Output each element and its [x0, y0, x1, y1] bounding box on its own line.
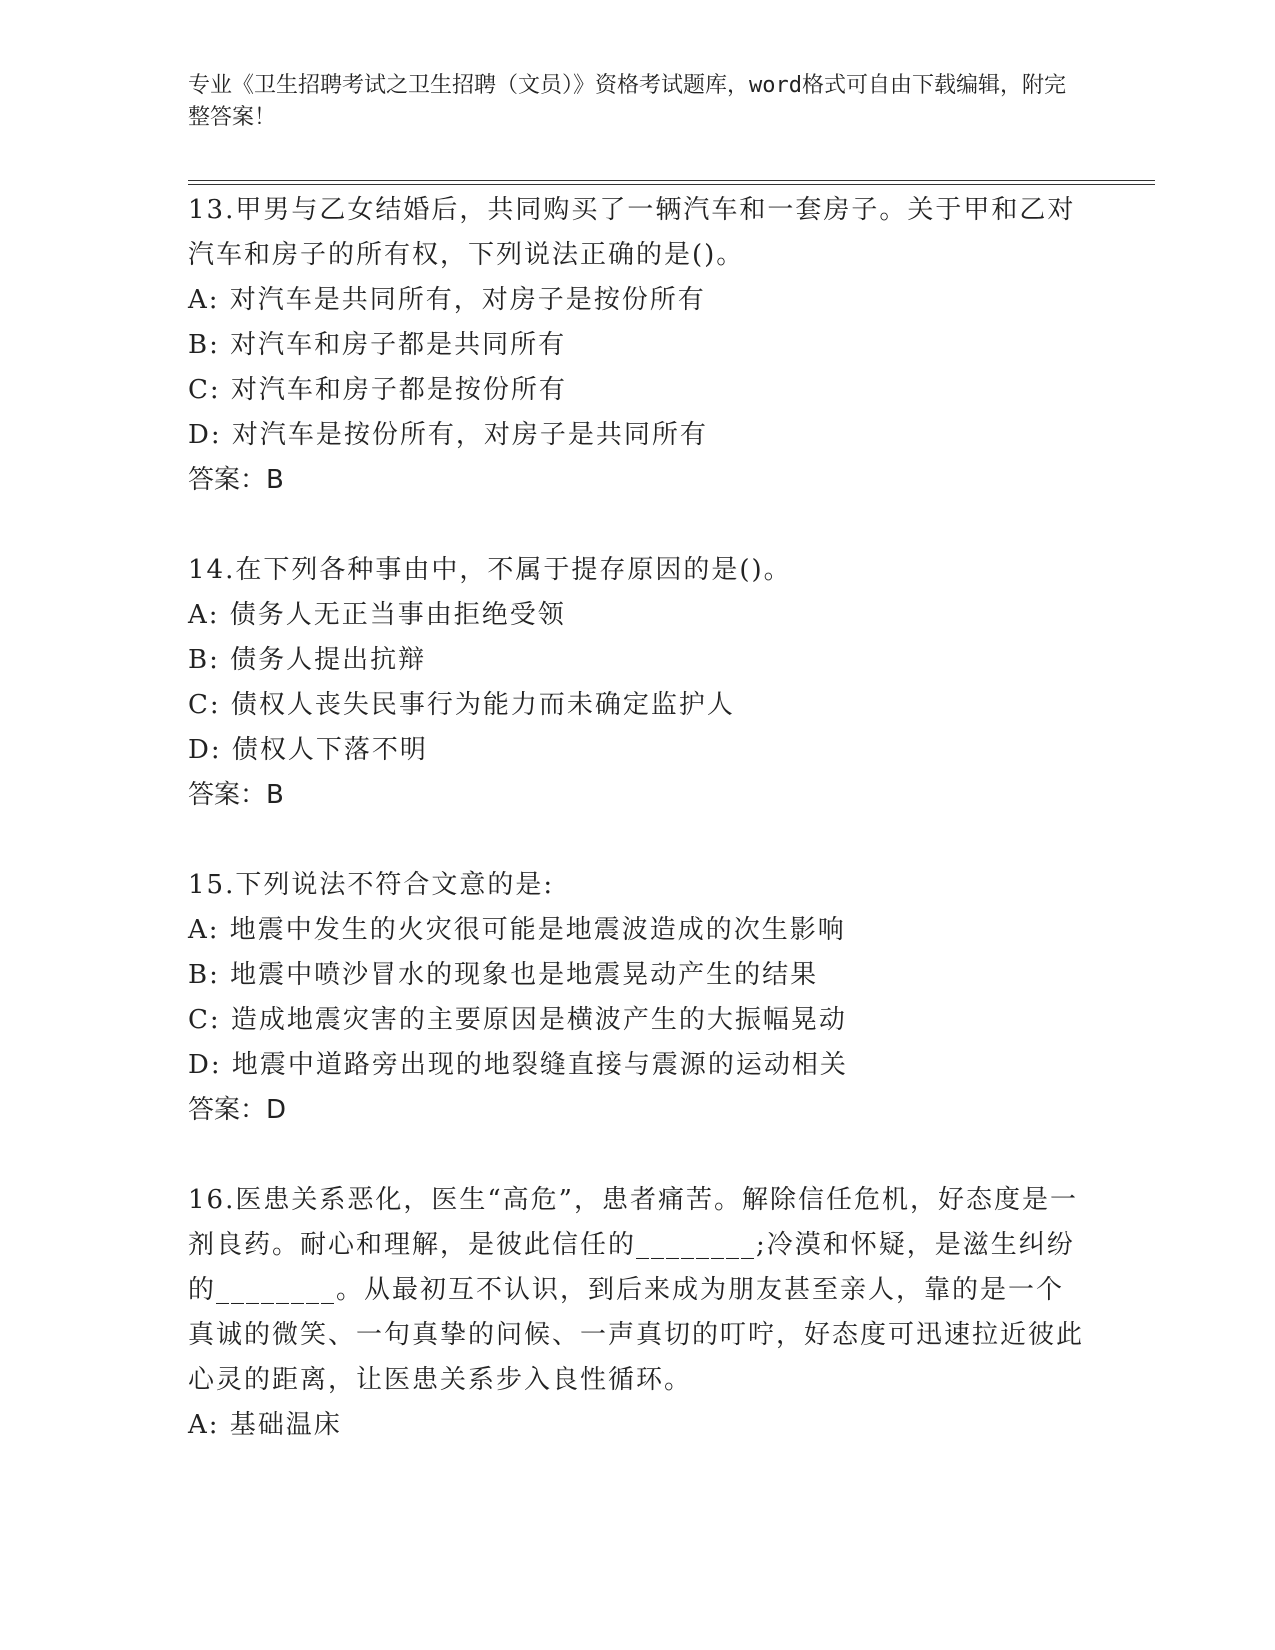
question-body: 在下列各种事由中，不属于提存原因的是()。	[235, 555, 792, 585]
document-intro	[188, 70, 1068, 134]
answer-label: 答案：	[188, 465, 267, 495]
question-number: 16.	[188, 1185, 236, 1215]
option-b: B: 债务人提出抗辩	[188, 645, 427, 675]
answer-label: 答案：	[188, 780, 267, 810]
question-list	[188, 188, 1088, 1448]
question-text	[188, 548, 1088, 593]
question-body: 医患关系恶化，医生“高危”，患者痛苦。解除信任危机，好态度是一剂良药。耐心和理解，是彼此信任的________;冷漠和怀疑，是滋生纠纷的________。从最初互不认识，到后来成为朋友甚至亲人，靠的是一个真诚的微笑、一句真挚的问候、一声真切的叮咛，好态度可迅速拉近彼此心灵的距离，让医患关系步入良性循环。	[188, 1185, 1085, 1395]
question-number: 15.	[188, 870, 236, 900]
header-divider-top	[188, 180, 1155, 181]
answer-line	[188, 1088, 1088, 1133]
option-b: B: 地震中喷沙冒水的现象也是地震晃动产生的结果	[188, 960, 819, 990]
question-text	[188, 863, 1088, 908]
option-c: C: 对汽车和房子都是按份所有	[188, 375, 567, 405]
question-number: 13.	[188, 195, 236, 225]
option-a: A: 基础温床	[188, 1410, 342, 1440]
answer-line	[188, 458, 1088, 503]
option-a: A: 地震中发生的火灾很可能是地震波造成的次生影响	[188, 915, 846, 945]
question-text	[188, 1178, 1088, 1403]
question-15	[188, 863, 1088, 1133]
option-d: D: 地震中道路旁出现的地裂缝直接与震源的运动相关	[188, 1050, 848, 1080]
answer-label: 答案：	[188, 1095, 267, 1125]
question-body: 下列说法不符合文意的是:	[235, 870, 555, 900]
option-d: D: 对汽车是按份所有，对房子是共同所有	[188, 420, 708, 450]
option-a: A: 对汽车是共同所有，对房子是按份所有	[188, 285, 706, 315]
question-text	[188, 188, 1088, 278]
answer-value: B	[266, 780, 284, 810]
intro-text: 专业《卫生招聘考试之卫生招聘（文员）》资格考试题库，word格式可自由下载编辑，附完整答案！	[188, 73, 1066, 130]
question-number: 14.	[188, 555, 236, 585]
option-c: C: 债权人丧失民事行为能力而未确定监护人	[188, 690, 735, 720]
option-d: D: 债权人下落不明	[188, 735, 428, 765]
question-14	[188, 548, 1088, 818]
question-16	[188, 1178, 1088, 1448]
header-divider-bottom	[188, 184, 1155, 185]
question-body: 甲男与乙女结婚后，共同购买了一辆汽车和一套房子。关于甲和乙对汽车和房子的所有权，下列说法正确的是()。	[188, 195, 1076, 270]
question-13	[188, 188, 1088, 503]
answer-value: D	[266, 1095, 287, 1125]
answer-value: B	[266, 465, 284, 495]
option-c: C: 造成地震灾害的主要原因是横波产生的大振幅晃动	[188, 1005, 847, 1035]
option-a: A: 债务人无正当事由拒绝受领	[188, 600, 566, 630]
answer-line	[188, 773, 1088, 818]
option-b: B: 对汽车和房子都是共同所有	[188, 330, 567, 360]
